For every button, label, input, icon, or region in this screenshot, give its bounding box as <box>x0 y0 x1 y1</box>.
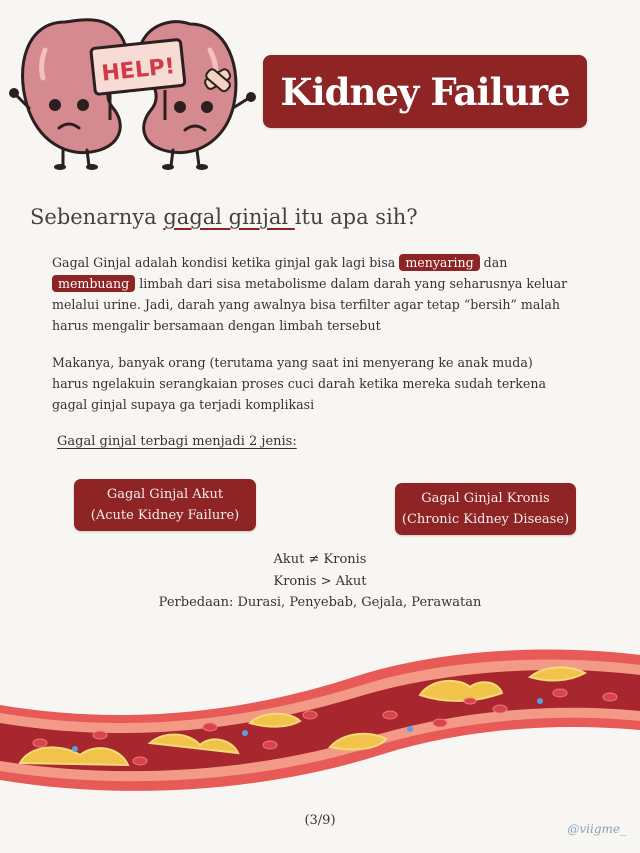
definition-text-1: Gagal Ginjal adalah kondisi ketika ginjal gak lagi bisa <box>52 255 400 270</box>
question-pre: Sebenarnya <box>30 205 164 229</box>
question-underlined: gagal ginjal <box>163 205 295 229</box>
question-post: itu apa sih? <box>294 205 418 229</box>
blood-vessel-illustration <box>0 635 640 805</box>
type-acute-label: Gagal Ginjal Akut <box>106 487 224 502</box>
help-sign <box>91 39 185 94</box>
help-sign-text: HELP! <box>100 54 177 87</box>
types-heading: Gagal ginjal terbagi menjadi 2 jenis: <box>57 434 297 449</box>
comparison-line-3: Perbedaan: Durasi, Penyebab, Gejala, Perawatan <box>158 595 482 610</box>
dialysis-paragraph: Makanya, banyak orang (terutama yang saat ini menyerang ke anak muda) harus ngelakuin serangkaian proses cuci darah ketika mereka sudah terkena gagal ginjal supaya ga terjadi komplikasi <box>52 355 546 412</box>
title-banner <box>263 55 587 128</box>
highlight-menyaring: menyaring <box>399 254 479 271</box>
highlight-membuang: membuang <box>52 275 135 292</box>
kidney-mascots-illustration <box>5 10 265 175</box>
question-heading <box>30 205 418 229</box>
type-box-chronic <box>395 483 576 535</box>
definition-paragraph <box>52 252 572 336</box>
page-title: Kidney Failure <box>280 69 570 114</box>
comparison-line-2: Kronis > Akut <box>273 574 367 589</box>
definition-text-3: limbah dari sisa metabolisme dalam darah yang seharusnya keluar melalui urine. Jadi, darah yang awalnya bisa terfilter agar tetap “bersih” malah harus mengalir bersamaan dengan limbah tersebut <box>52 276 568 333</box>
type-box-acute <box>74 479 256 531</box>
definition-text-2: dan <box>479 255 508 270</box>
comparison-line-1: Akut ≠ Kronis <box>273 552 367 567</box>
type-acute-english: (Acute Kidney Failure) <box>90 508 240 523</box>
type-chronic-label: Gagal Ginjal Kronis <box>421 491 550 506</box>
author-signature: @viigme_ <box>567 822 626 836</box>
page-number: (3/9) <box>304 813 336 828</box>
type-chronic-english: (Chronic Kidney Disease) <box>401 512 570 527</box>
